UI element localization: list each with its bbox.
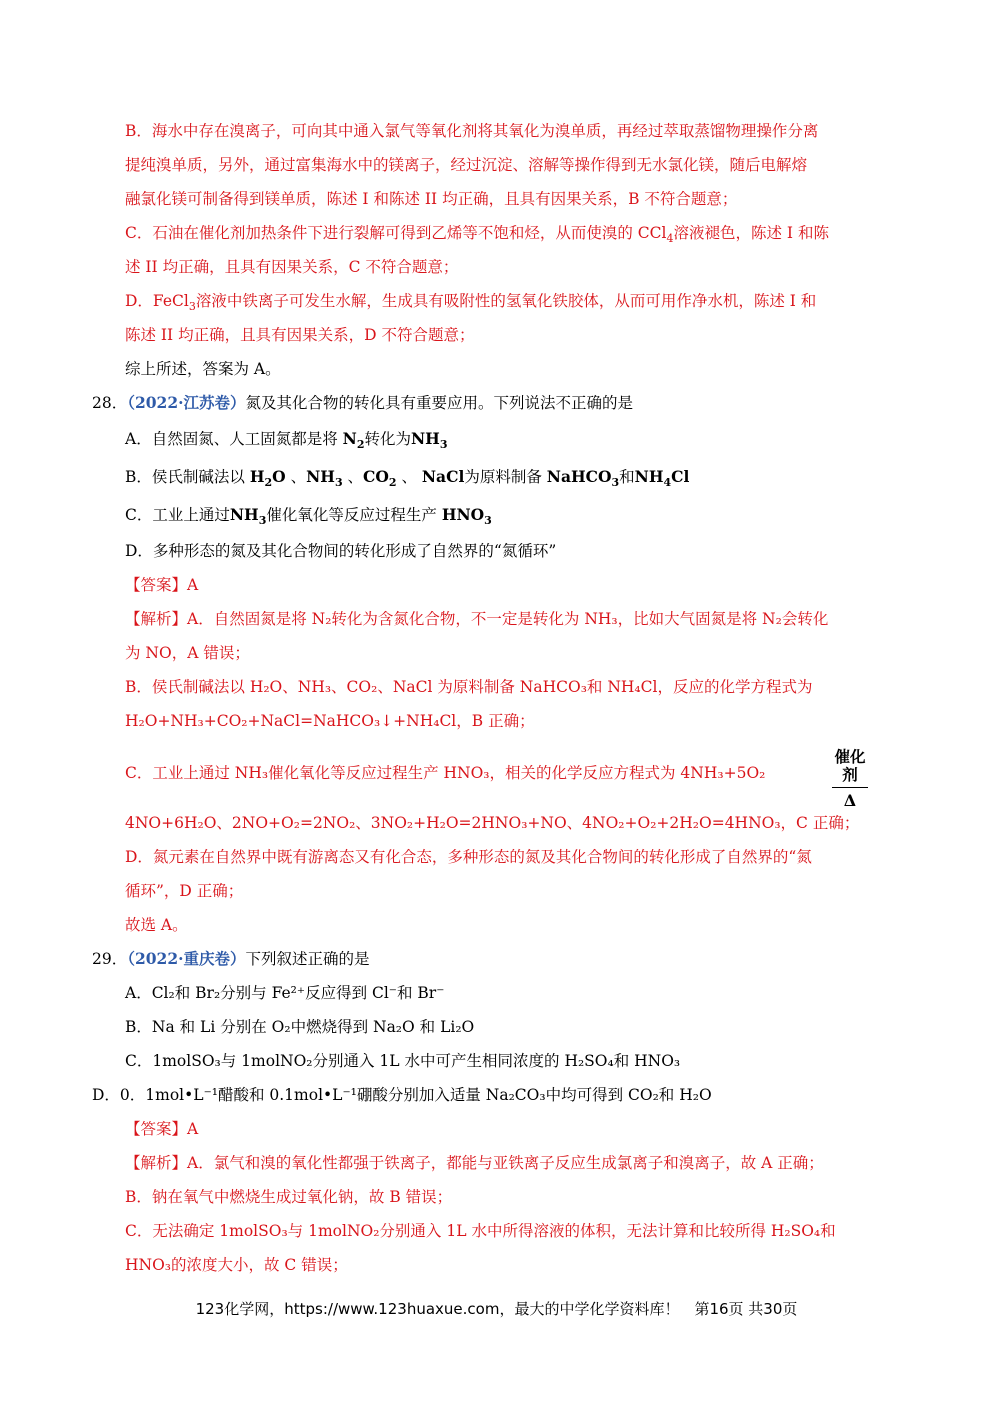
q27-B-line3: 融氯化镁可制备得到镁单质，陈述 I 和陈述 II 均正确，且具有因果关系，B 不符合题意； (125, 190, 738, 208)
q29-answer: 【答案】A (125, 1120, 199, 1138)
page-footer: 123化学网，https://www.123huaxue.com，最大的中学化学资料库！ 第16页 共30页 (195, 1300, 798, 1318)
catalyst-label: 催化剂 (834, 747, 866, 784)
q28-option-d: D．多种形态的氮及其化合物间的转化形成了自然界的“氮循环” (125, 542, 557, 560)
q27-summary: 综上所述，答案为 A。 (125, 360, 281, 378)
catalyst-condition (832, 748, 868, 810)
q29-option-d: D．0．1mol•L⁻¹醋酸和 0.1mol•L⁻¹硼酸分别加入适量 Na₂CO₃中均可得到 CO₂和 H₂O (92, 1086, 712, 1104)
q28-answer: 【答案】A (125, 576, 199, 594)
heat-symbol: Δ (843, 791, 857, 810)
q28-analysis-b1: B．侯氏制碱法以 H₂O、NH₃、CO₂、NaCl 为原料制备 NaHCO₃和 NH₄Cl，反应的化学方程式为 (125, 678, 813, 696)
q28-option-a: A．自然固氮、人工固氮都是将 $N_2$转化为$NH_3$ (125, 429, 448, 451)
q28-analysis-d2: 循环”，D 正确； (125, 882, 244, 900)
reaction-arrow-bar (832, 787, 868, 788)
q29-analysis-c2: HNO₃的浓度大小，故 C 错误； (125, 1256, 348, 1274)
q28-analysis-a1: 【解析】A．自然固氮是将 N₂转化为含氮化合物，不一定是转化为 NH₃，比如大气固氮是将 N₂会转化 (125, 610, 829, 628)
q28-analysis-a2: 为 NO，A 错误； (125, 644, 250, 662)
q29-option-b: B．Na 和 Li 分别在 O₂中燃烧得到 Na₂O 和 Li₂O (125, 1018, 475, 1036)
q29-option-c: C．1molSO₃与 1molNO₂分别通入 1L 水中可产生相同浓度的 H₂SO₄和 HNO₃ (125, 1052, 681, 1070)
q27-B-line2: 提纯溴单质，另外，通过富集海水中的镁离子，经过沉淀、溶解等操作得到无水氯化镁，随后电解熔 (125, 156, 808, 174)
q29-stem: 29．（2022·重庆卷）下列叙述正确的是 (92, 949, 370, 968)
q28-stem: 28．（2022·江苏卷）氮及其化合物的转化具有重要应用。下列说法不正确的是 (92, 393, 634, 412)
q27-D-line1: D．FeCl$_3$溶液中铁离子可发生水解，生成具有吸附性的氢氧化铁胶体，从而可用作净水机，陈述 I 和 (125, 292, 817, 313)
q27-D-line2: 陈述 II 均正确，且具有因果关系，D 不符合题意； (125, 326, 475, 344)
q28-option-c: C．工业上通过$NH_3$催化氧化等反应过程生产 $HNO_3$ (125, 505, 492, 527)
q27-C-line1: C．石油在催化剂加热条件下进行裂解可得到乙烯等不饱和烃，从而使溴的 CCl$_4$溶液褪色，陈述 I 和陈 (125, 224, 829, 245)
q27-C-line2: 述 II 均正确，且具有因果关系，C 不符合题意； (125, 258, 459, 276)
q28-option-b: B．侯氏制碱法以 $H_2O$ 、$NH_3$ 、$CO_2$ 、 NaCl为原料制备 NaHCO$_3$和$NH_4Cl$ (125, 467, 690, 489)
q29-analysis-a: 【解析】A．氯气和溴的氧化性都强于铁离子，都能与亚铁离子反应生成氯离子和溴离子，故 A 正确； (125, 1154, 824, 1172)
q28-analysis-c1: C．工业上通过 NH₃催化氧化等反应过程生产 HNO₃，相关的化学反应方程式为 4NH₃+5O₂ (125, 764, 766, 782)
q28-analysis-b2: H₂O+NH₃+CO₂+NaCl=NaHCO₃↓+NH₄Cl，B 正确； (125, 712, 535, 730)
q28-final: 故选 A。 (125, 916, 188, 934)
q29-option-a: A．Cl₂和 Br₂分别与 Fe²⁺反应得到 Cl⁻和 Br⁻ (125, 984, 445, 1002)
q28-analysis-d1: D．氮元素在自然界中既有游离态又有化合态，多种形态的氮及其化合物间的转化形成了自然界的“氮 (125, 848, 812, 866)
q27-B-line1: B．海水中存在溴离子，可向其中通入氯气等氧化剂将其氧化为溴单质，再经过萃取蒸馏物理操作分离 (125, 122, 819, 140)
q28-analysis-c2: 4NO+6H₂O、2NO+O₂=2NO₂、3NO₂+H₂O=2HNO₃+NO、4NO₂+O₂+2H₂O=4HNO₃，C 正确； (125, 814, 860, 832)
q29-analysis-b: B．钠在氧气中燃烧生成过氧化钠，故 B 错误； (125, 1188, 453, 1206)
q29-analysis-c1: C．无法确定 1molSO₃与 1molNO₂分别通入 1L 水中所得溶液的体积，无法计算和比较所得 H₂SO₄和 (125, 1222, 836, 1240)
